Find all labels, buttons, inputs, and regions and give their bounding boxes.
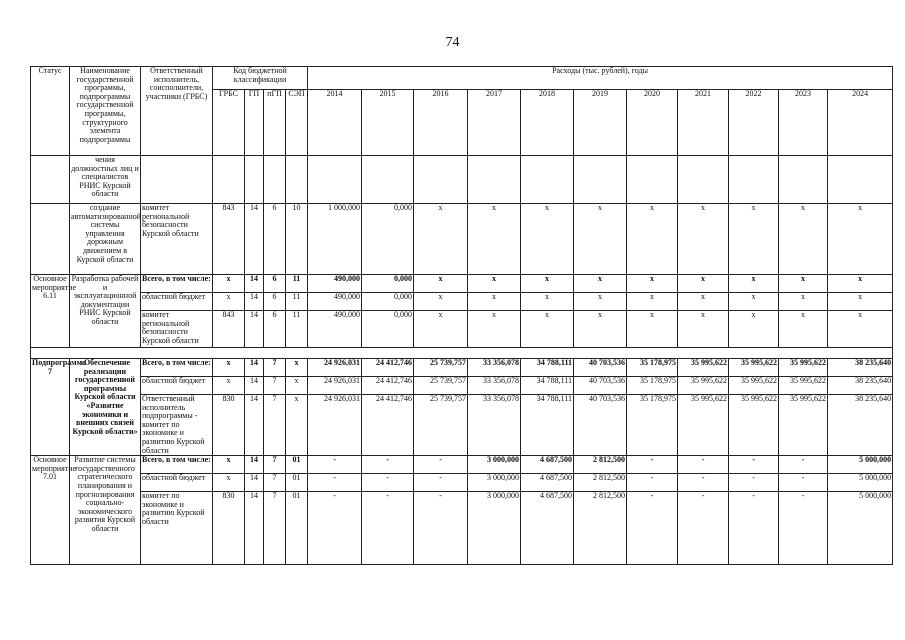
- row-value: 35 995,622: [729, 377, 779, 395]
- row-value: x: [574, 293, 627, 311]
- row-code: 10: [286, 204, 308, 275]
- row-value: x: [779, 311, 828, 348]
- row-value: x: [779, 293, 828, 311]
- table-row: [31, 474, 893, 492]
- row-value: 4 687,500: [521, 456, 574, 474]
- row-value: x: [521, 275, 574, 293]
- table-row: [31, 204, 893, 275]
- row-value: x: [414, 275, 468, 293]
- row-code: 6: [264, 204, 286, 275]
- header-year: 2019: [574, 90, 627, 156]
- row-code: 7: [264, 474, 286, 492]
- budget-table: [30, 66, 893, 565]
- table-row: [31, 492, 893, 565]
- row-value: 34 788,111: [521, 377, 574, 395]
- table-row: [31, 359, 893, 377]
- row-value: x: [678, 293, 729, 311]
- row-code: 11: [286, 311, 308, 348]
- row-value: 490,000: [308, 311, 362, 348]
- row-code: 01: [286, 492, 308, 565]
- row-value: -: [729, 456, 779, 474]
- row-value: 33 356,078: [468, 359, 521, 377]
- row-value: 1 000,000: [308, 204, 362, 275]
- row-value: 5 000,000: [828, 456, 893, 474]
- row-value: x: [468, 311, 521, 348]
- row-value: 38 235,640: [828, 359, 893, 377]
- row-code: 14: [245, 293, 264, 311]
- row-value: -: [308, 456, 362, 474]
- row-responsible: Всего, в том числе:: [141, 456, 213, 474]
- row-code: 7: [264, 456, 286, 474]
- row-code: 14: [245, 377, 264, 395]
- row-name: Разработка рабочей и эксплуатационной документации РНИС Курской области: [70, 275, 141, 348]
- header-year: 2021: [678, 90, 729, 156]
- row-responsible: областной бюджет: [141, 474, 213, 492]
- row-value: 35 995,622: [729, 359, 779, 377]
- row-value: -: [362, 492, 414, 565]
- row-value: x: [729, 311, 779, 348]
- row-value: x: [468, 275, 521, 293]
- row-value: -: [362, 456, 414, 474]
- row-code: 14: [245, 492, 264, 565]
- row-code: 14: [245, 204, 264, 275]
- row-value: [729, 156, 779, 204]
- row-responsible: областной бюджет: [141, 293, 213, 311]
- row-value: -: [779, 474, 828, 492]
- row-value: 24 926,031: [308, 359, 362, 377]
- row-value: -: [779, 456, 828, 474]
- row-value: 3 000,000: [468, 492, 521, 565]
- row-code: x: [213, 275, 245, 293]
- row-value: x: [627, 275, 678, 293]
- row-responsible: Всего, в том числе:: [141, 275, 213, 293]
- header-year: 2022: [729, 90, 779, 156]
- row-value: x: [414, 293, 468, 311]
- row-code: x: [213, 293, 245, 311]
- row-value: x: [627, 204, 678, 275]
- row-value: [308, 156, 362, 204]
- row-code: x: [286, 395, 308, 456]
- row-value: 35 995,622: [678, 395, 729, 456]
- row-value: 35 178,975: [627, 395, 678, 456]
- header-code: пГП: [264, 90, 286, 156]
- row-value: [779, 156, 828, 204]
- row-value: -: [678, 492, 729, 565]
- row-value: x: [729, 204, 779, 275]
- row-value: [414, 156, 468, 204]
- row-value: [362, 156, 414, 204]
- row-value: [828, 156, 893, 204]
- row-value: 0,000: [362, 204, 414, 275]
- row-value: 5 000,000: [828, 474, 893, 492]
- row-value: 4 687,500: [521, 474, 574, 492]
- row-responsible: [141, 156, 213, 204]
- page-number: 74: [445, 35, 460, 50]
- row-code: [264, 156, 286, 204]
- row-value: 40 703,536: [574, 377, 627, 395]
- row-responsible: областной бюджет: [141, 377, 213, 395]
- header-year: 2016: [414, 90, 468, 156]
- row-value: 35 178,975: [627, 377, 678, 395]
- row-value: x: [828, 204, 893, 275]
- row-code: 843: [213, 311, 245, 348]
- row-responsible: Ответственный исполнитель подпрограммы - комитет по экономике и развитию Курской области: [141, 395, 213, 456]
- row-value: -: [678, 456, 729, 474]
- row-code: x: [286, 359, 308, 377]
- row-code: 7: [264, 492, 286, 565]
- row-value: x: [779, 275, 828, 293]
- row-value: [627, 156, 678, 204]
- header-name: Наименование государственной программы, подпрограммы государственной программы, структурного элемента подпрограммы: [70, 67, 141, 156]
- header-status: Статус: [31, 67, 70, 156]
- row-value: 24 412,746: [362, 395, 414, 456]
- table-row: [31, 311, 893, 348]
- row-value: -: [627, 456, 678, 474]
- row-value: 24 412,746: [362, 359, 414, 377]
- row-value: -: [627, 492, 678, 565]
- row-value: 38 235,640: [828, 395, 893, 456]
- row-value: 35 995,622: [779, 377, 828, 395]
- row-value: -: [308, 492, 362, 565]
- row-value: x: [828, 293, 893, 311]
- row-code: [286, 156, 308, 204]
- row-value: 4 687,500: [521, 492, 574, 565]
- header-year: 2024: [828, 90, 893, 156]
- row-code: 830: [213, 492, 245, 565]
- row-value: 40 703,536: [574, 359, 627, 377]
- row-value: x: [828, 275, 893, 293]
- header-code: ГП: [245, 90, 264, 156]
- row-responsible: комитет региональной безопасности Курской области: [141, 311, 213, 348]
- row-code: 14: [245, 395, 264, 456]
- row-value: -: [414, 456, 468, 474]
- table-row: [31, 156, 893, 204]
- header-year: 2018: [521, 90, 574, 156]
- row-value: x: [627, 293, 678, 311]
- row-value: 0,000: [362, 311, 414, 348]
- row-value: 35 995,622: [779, 395, 828, 456]
- row-value: x: [828, 311, 893, 348]
- row-value: x: [521, 311, 574, 348]
- row-status: Основное мероприятие 7.01: [31, 456, 70, 565]
- row-code: 7: [264, 377, 286, 395]
- row-value: 38 235,640: [828, 377, 893, 395]
- header-year: 2015: [362, 90, 414, 156]
- row-value: 35 995,622: [678, 359, 729, 377]
- row-value: x: [779, 204, 828, 275]
- row-status: Основное мероприятие 6.11: [31, 275, 70, 348]
- row-code: 01: [286, 474, 308, 492]
- row-value: 24 412,746: [362, 377, 414, 395]
- row-code: 843: [213, 204, 245, 275]
- row-value: x: [521, 204, 574, 275]
- row-value: 34 788,111: [521, 395, 574, 456]
- header-year: 2017: [468, 90, 521, 156]
- row-code: 01: [286, 456, 308, 474]
- row-value: [678, 156, 729, 204]
- header-year: 2023: [779, 90, 828, 156]
- row-value: x: [468, 204, 521, 275]
- row-name: «Обеспечение реализации государственной программы Курской области «Развитие экономики и внешних связей Курской области»: [70, 359, 141, 456]
- row-status: [31, 204, 70, 275]
- row-code: [213, 156, 245, 204]
- row-value: x: [627, 311, 678, 348]
- row-code: 11: [286, 293, 308, 311]
- table-row: [31, 456, 893, 474]
- row-value: 2 812,500: [574, 492, 627, 565]
- row-value: 24 926,031: [308, 377, 362, 395]
- row-value: 35 995,622: [729, 395, 779, 456]
- row-value: -: [729, 492, 779, 565]
- row-value: x: [678, 275, 729, 293]
- table-row: [31, 377, 893, 395]
- row-value: -: [308, 474, 362, 492]
- row-code: 14: [245, 474, 264, 492]
- row-value: x: [414, 311, 468, 348]
- row-code: 830: [213, 395, 245, 456]
- row-name: чения должностных лиц и специалистов РНИС Курской области: [70, 156, 141, 204]
- row-code: 6: [264, 275, 286, 293]
- row-code: 14: [245, 275, 264, 293]
- row-value: 490,000: [308, 275, 362, 293]
- row-value: 0,000: [362, 293, 414, 311]
- row-value: 33 356,078: [468, 377, 521, 395]
- row-status: [31, 156, 70, 204]
- row-value: [521, 156, 574, 204]
- row-code: x: [213, 456, 245, 474]
- row-value: 0,000: [362, 275, 414, 293]
- row-value: 25 739,757: [414, 395, 468, 456]
- row-code: 6: [264, 293, 286, 311]
- row-value: x: [678, 204, 729, 275]
- row-code: 14: [245, 311, 264, 348]
- row-value: [468, 156, 521, 204]
- row-value: 3 000,000: [468, 474, 521, 492]
- row-value: 35 178,975: [627, 359, 678, 377]
- row-responsible: Всего, в том числе:: [141, 359, 213, 377]
- row-code: 14: [245, 359, 264, 377]
- table-row: [31, 293, 893, 311]
- row-value: 2 812,500: [574, 456, 627, 474]
- row-value: 33 356,078: [468, 395, 521, 456]
- row-value: 5 000,000: [828, 492, 893, 565]
- row-value: x: [521, 293, 574, 311]
- header-expenses-group: Расходы (тыс. рублей), годы: [308, 67, 893, 90]
- header-code: ГРБС: [213, 90, 245, 156]
- row-value: x: [414, 204, 468, 275]
- table-row: [31, 395, 893, 456]
- row-value: x: [574, 204, 627, 275]
- row-value: 25 739,757: [414, 377, 468, 395]
- row-value: x: [574, 311, 627, 348]
- header-row: [31, 67, 893, 90]
- row-value: x: [468, 293, 521, 311]
- row-name: создание автоматизированной системы управления дорожным движением в Курской области: [70, 204, 141, 275]
- row-value: 3 000,000: [468, 456, 521, 474]
- row-code: x: [286, 377, 308, 395]
- header-year: 2020: [627, 90, 678, 156]
- row-value: -: [414, 492, 468, 565]
- row-value: 40 703,536: [574, 395, 627, 456]
- row-value: -: [362, 474, 414, 492]
- row-value: 35 995,622: [779, 359, 828, 377]
- row-value: [574, 156, 627, 204]
- row-code: x: [213, 377, 245, 395]
- spacer-cell: [31, 348, 893, 359]
- row-code: 7: [264, 359, 286, 377]
- row-value: x: [574, 275, 627, 293]
- row-value: 24 926,031: [308, 395, 362, 456]
- header-responsible: Ответственный исполнитель, соисполнители, участники (ГРБС): [141, 67, 213, 156]
- row-responsible: комитет региональной безопасности Курской области: [141, 204, 213, 275]
- row-value: 35 995,622: [678, 377, 729, 395]
- row-status: Подпрограмма 7: [31, 359, 70, 456]
- row-code: 11: [286, 275, 308, 293]
- row-value: -: [779, 492, 828, 565]
- table-row: [31, 275, 893, 293]
- row-responsible: комитет по экономике и развитию Курской области: [141, 492, 213, 565]
- row-value: -: [678, 474, 729, 492]
- row-code: 14: [245, 456, 264, 474]
- row-code: x: [213, 359, 245, 377]
- header-year: 2014: [308, 90, 362, 156]
- row-value: x: [678, 311, 729, 348]
- row-code: 7: [264, 395, 286, 456]
- row-code: [245, 156, 264, 204]
- row-name: Развитие системы государственного стратегического планирования и прогнозирования социально-экономического развития Курской области: [70, 456, 141, 565]
- header-code-group: Код бюджетной классификации: [213, 67, 308, 90]
- row-value: x: [729, 275, 779, 293]
- header-code: СЭП: [286, 90, 308, 156]
- spacer-row: [31, 348, 893, 359]
- row-value: -: [729, 474, 779, 492]
- row-value: 490,000: [308, 293, 362, 311]
- row-value: 2 812,500: [574, 474, 627, 492]
- row-value: -: [627, 474, 678, 492]
- row-code: 6: [264, 311, 286, 348]
- row-value: x: [729, 293, 779, 311]
- row-value: -: [414, 474, 468, 492]
- row-code: x: [213, 474, 245, 492]
- row-value: 25 739,757: [414, 359, 468, 377]
- row-value: 34 788,111: [521, 359, 574, 377]
